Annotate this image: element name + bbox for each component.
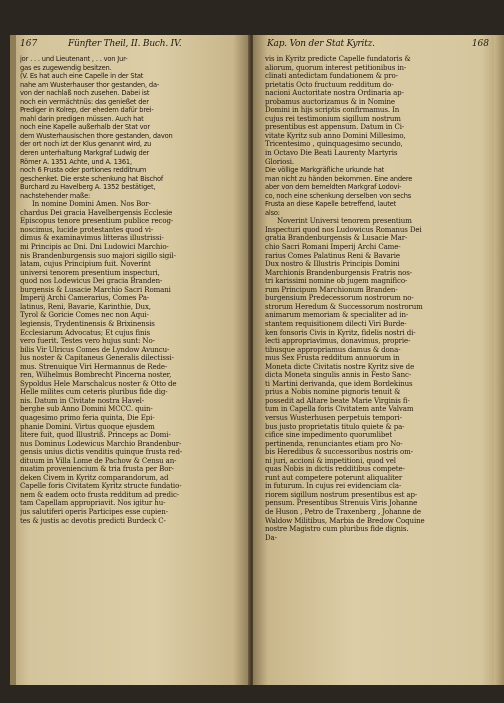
text-line: tes & justis ac devotis predicti Burdeck C- [20, 516, 166, 525]
text-line: rarius Comes Palatinus Reni & Bavarie [265, 251, 400, 260]
text-line: in futurum. In cujus rei evidenciam cla- [265, 482, 402, 491]
left-text-column [20, 55, 244, 525]
text-line: nis. Datum in Civitate nostra Havel- [20, 396, 145, 405]
text-line: nacioni Auctoritate nostra Ordinaria ap- [265, 89, 404, 98]
text-line: Tyrol & Goricie Comes nec non Aqui- [20, 311, 149, 320]
text-line: von der nachlaß noch zusehen. Dabei ist [20, 89, 150, 98]
text-line: ren, Wilhelmus Bombrecht Pincerna noster, [20, 371, 172, 380]
text-line: dicta Moneta singulis annis in Festo Sanc- [265, 371, 412, 380]
text-line: strorum Heredum & Successorum nostrorum [265, 302, 423, 311]
text-line: tibusque appropriamus damus & dona- [265, 345, 401, 354]
text-line: prietatis Octo fructuum redditum do- [265, 80, 394, 89]
text-line: prius a Nobis nomine pignoris tenuit & [265, 388, 401, 397]
left-page-number: 167 [20, 39, 38, 49]
text-line: deren unterhaltung Markgraf Ludwig der [20, 149, 150, 158]
text-line: gas es zugewendig besitzen. [20, 63, 112, 72]
text-line: burgensium Predecessorum nostrorum no- [265, 294, 414, 303]
text-line: runt aut competere poterunt aliqualiter [265, 473, 403, 482]
right-running-head: Kap. Von der Stat Kyritz. [267, 39, 375, 49]
text-line: dem Wusterhausischen thore gestanden, davon [20, 131, 173, 140]
next-page-edge [494, 35, 504, 685]
text-line: quod nos Lodewicus Dei gracia Branden- [20, 277, 163, 286]
text-line: berghe sub Anno Domini MCCC. quin- [20, 405, 153, 414]
text-line: dituum in Villa Lome de Pachow & Censu an- [20, 456, 177, 465]
text-line: Dux nostro & Illustris Principis Domini [265, 260, 400, 269]
text-line: latinus, Reni, Bavarie, Karinthie, Dux, [20, 302, 151, 311]
text-line: Waldow Militibus, Marbia de Bredow Coquine [265, 516, 425, 525]
text-line: bilis Vir Ulricus Comes de Lyndow Avuncu- [20, 345, 170, 354]
text-line: mus Sex Frusta redditum annuorum in [265, 354, 400, 363]
text-line: noscimus, lucide protestantes quod vi- [20, 225, 154, 234]
text-line: man nicht zu händen bekommen. Eine andere [265, 174, 413, 183]
text-line: deken Civem in Kyritz comparandorum, ad [20, 473, 169, 482]
text-line: Römer A. 1351 Achte, und A. 1361, [20, 157, 132, 166]
text-line: Tricentesimo , quinquagesimo secundo, [265, 140, 403, 149]
text-line: Burchard zu Havelberg A. 1352 bestätiget, [20, 183, 156, 192]
right-page [253, 35, 501, 685]
left-running-head: Fünfter Theil, II. Buch. IV. [68, 39, 182, 49]
text-line: geschenket. Die erste schenkung hat Bischof [20, 174, 164, 183]
text-line: gratia Brandenburgensis & Lusacie Mar- [265, 234, 408, 243]
text-line: universi tenorem presentium inspecturi, [20, 268, 160, 277]
text-line: Sypoldus Hele Marschalcus noster & Otto de [20, 379, 177, 388]
text-line: nis Brandenburgensis suo majori sigillo sigil- [20, 251, 176, 260]
text-line: Capelle foris Civitatem Kyritz structe fundatio- [20, 482, 182, 491]
text-line: ken fonsoris Civis in Kyritz, fidelis nostri di- [265, 328, 416, 337]
text-line: also: [265, 208, 280, 217]
right-page-number: 168 [471, 39, 489, 49]
text-line: vero fuerit. Testes vero hujus sunt: No- [20, 337, 155, 346]
text-line: chio Sacri Romani Imperij Archi Came- [265, 243, 401, 252]
text-line: Prediger in Kolrep, der ehedem dafür brei- [20, 106, 154, 115]
left-page [10, 35, 250, 685]
text-line: jus salutiferi operis Participes esse cupien- [20, 507, 168, 516]
text-line: Gloriosi. [265, 157, 295, 166]
text-line: chardus Dei gracia Havelbergensis Ecclesie [20, 208, 173, 217]
text-line: Marchionis Brandenburgensis Fratris nos- [265, 268, 413, 277]
text-line: riorem sigillum nostrum presentibus est ap- [265, 490, 418, 499]
text-line: nostre Magistro cum pluribus fide dignis. [265, 525, 409, 534]
text-line: noch ein vermächtnüs: das genießet der [20, 97, 149, 106]
text-line: phanie Domini. Virtus quoque ejusdem [20, 422, 155, 431]
text-line: Imperij Archi Camerarius, Comes Pa- [20, 294, 150, 303]
text-line: lus noster & Capitaneus Generalis dilectissi- [20, 354, 174, 363]
text-line: der ort noch izt der Klus genannt wird, zu [20, 140, 152, 149]
text-line: quas Nobis in dictis redditibus compete- [265, 465, 405, 474]
text-line: quagesimo primo feria quinta, Die Epi- [20, 413, 155, 422]
text-line: mus. Strenuique Viri Hermannus de Rede- [20, 362, 168, 371]
text-line: lecti appropriavimus, donavimus, proprie- [265, 337, 411, 346]
text-line: Ecclesiarum Advocatus; Et cujus finis [20, 328, 151, 337]
text-line: pensum. Presentibus Strenuis Viris Johanne [265, 499, 418, 508]
text-line: vitate Kyritz sub anno Domini Millesimo, [265, 131, 406, 140]
text-line: gensis unius dictis venditis quinque frusta red- [20, 448, 183, 457]
text-line: vis in Kyritz predicte Capelle fundatoris & [265, 55, 411, 63]
text-line: cifice sine impedimento quorumlibet [265, 431, 393, 440]
text-line: presentibus est appensum. Datum in Ci- [265, 123, 405, 132]
left-running-header [10, 39, 250, 53]
text-line: nuatim proveniencium & tria frusta per Bor- [20, 465, 174, 474]
text-line: Moneta dicte Civitatis nostre Kyritz sive de [265, 362, 415, 371]
text-line: cujus rei testimonium sigillum nostrum [265, 114, 401, 123]
text-line: nus Dominus Lodewicus Marchio Brandenbur- [20, 439, 182, 448]
text-line: noch eine Kapelle außerhalb der Stat vor [20, 123, 150, 132]
text-line: jor . . . und Lieutenant , . . von Jur- [20, 55, 128, 63]
text-line: mahl darin predigen müssen. Auch hat [20, 114, 144, 123]
text-line: probamus auctorizamus & in Nomine [265, 97, 395, 106]
text-line: Da- [265, 533, 277, 542]
text-line: nem & eadem octo frusta redditum ad predic- [20, 490, 180, 499]
text-line: legiensis, Trydentinensis & Brixinensis [20, 319, 155, 328]
text-line: Inspecturi quod nos Ludowicus Romanus Dei [265, 225, 422, 234]
text-line: tri karissimi nomine ob jugem magnifico- [265, 277, 408, 286]
text-line: co, noch eine schenkung derselben von sechs [265, 191, 412, 200]
text-line: mi Principis ac Dni. Dni Ludowici Marchio- [20, 243, 169, 252]
text-line: Helle milites cum ceteris pluribus fide dig- [20, 388, 168, 397]
text-line: (V. Es hat auch eine Capelle in der Stat [20, 72, 144, 81]
text-line: litere fuit, quod Illustriß. Princeps ac Domi- [20, 431, 171, 440]
text-line: aber von dem bemeldten Markgraf Lodovi- [265, 183, 402, 192]
text-line: stantem requisitionem dilecti Viri Burde- [265, 319, 407, 328]
text-line: In nomine Domini Amen. Nos Bor- [32, 200, 151, 209]
text-line: versus Wusterhusen perpetuis tempori- [265, 413, 402, 422]
right-running-header [253, 39, 501, 53]
text-line: bis Heredibus & successoribus nostris om- [265, 448, 413, 457]
text-line: Noverint Universi tenorem presentium [277, 217, 412, 226]
text-line: Domini in hijs scriptis confirmamus. In [265, 106, 400, 115]
text-line: pertinenda, renunciantes etiam pro No- [265, 439, 403, 448]
text-line: ni juri, accioni & impetitioni, quod vel [265, 456, 396, 465]
right-text-column [265, 55, 493, 542]
text-line: burgensis & Lusacie Marchio Sacri Romani [20, 285, 171, 294]
text-line: tam Capellam appropriavit. Nos igitur hu- [20, 499, 166, 508]
text-line: animarum memoriam & specialiter ad in- [265, 311, 409, 320]
text-line: nahe am Wusterhauser thor gestanden, da- [20, 80, 160, 89]
page-edge [10, 35, 16, 685]
text-line: latam, cujus Principium fuit. Noverint [20, 260, 151, 269]
text-line: dimus & examinavimus litteras illustrissi- [20, 234, 164, 243]
text-line: ti Martini derivanda, que idem Bordekinus [265, 379, 413, 388]
open-book [10, 35, 504, 685]
text-line: bus justo proprietatis titulo quiete & pa- [265, 422, 405, 431]
text-line: Episcopus tenore presentium publice recog- [20, 217, 174, 226]
text-line: Frusta an diese Kapelle betreffend, lautet [265, 200, 397, 209]
text-line: Die völlige Markgräfliche urkunde hat [265, 166, 385, 175]
text-line: in Octavo Die Beati Laurenty Martyris [265, 149, 398, 158]
text-line: noch 6 Frusta oder portiones redditnum [20, 166, 147, 175]
text-line: clinati antedictam fundationem & pro- [265, 72, 398, 81]
text-line: tum in Capella foris Civitatem ante Valvam [265, 405, 414, 414]
text-line: nachstehender maße: [20, 191, 91, 200]
text-line: de Huson , Petro de Traxenberg , Johanne de [265, 507, 421, 516]
text-line: rum Principum Marchionum Branden- [265, 285, 398, 294]
text-line: possedit ad Altare beate Marie Virginis fi- [265, 396, 410, 405]
text-line: aliorum, quorum interest petitionibus in- [265, 63, 407, 72]
